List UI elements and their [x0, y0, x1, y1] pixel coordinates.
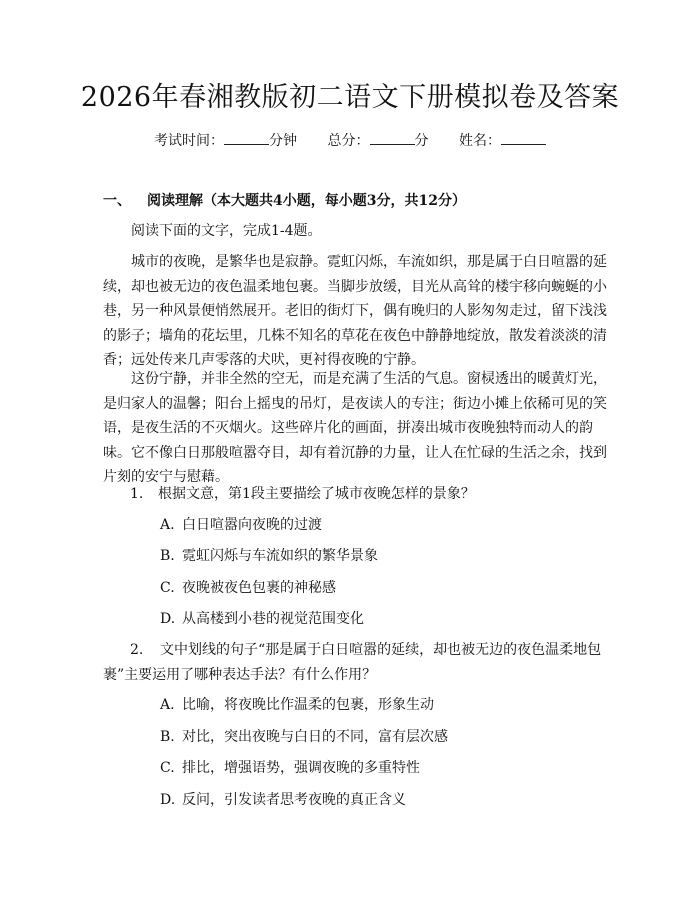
option-text: 排比，增强语势，强调夜晚的多重特性: [182, 760, 420, 776]
passage-line: 是归家人的温馨；阳台上摇曳的吊灯，是夜读人的专注；街边小摊上依稀可见的笑: [103, 395, 607, 412]
passage-line: 片刻的安宁与慰藉。: [103, 469, 229, 485]
exam-time-label: 考试时间：: [154, 133, 225, 149]
page-title: 2026年春湘教版初二语文下册模拟卷及答案: [80, 82, 620, 113]
total-score-blank: [370, 129, 415, 145]
option-letter: C.: [160, 580, 175, 596]
name-label: 姓名：: [458, 133, 501, 149]
question-2: [103, 638, 600, 687]
question-2-option-d: [160, 789, 406, 811]
option-letter: B.: [160, 729, 175, 745]
instruction-line: 阅读下面的文字，完成1-4题。: [131, 223, 322, 239]
option-text: 对比，突出夜晚与白日的不同，富有层次感: [182, 729, 448, 745]
passage-paragraph-1: [103, 250, 607, 373]
question-line: 裹”主要运用了哪种表达手法？有什么作用？: [103, 666, 377, 683]
total-score-field: [328, 128, 429, 154]
exam-time-unit: 分钟: [269, 133, 298, 149]
option-letter: B.: [160, 548, 175, 564]
option-text: 比喻，将夜晚比作温柔的包裹，形象生动: [182, 697, 434, 713]
section-number: 一、: [103, 193, 131, 209]
exam-info-row: [0, 128, 700, 154]
name-blank: [501, 129, 546, 145]
question-2-option-a: [160, 694, 434, 716]
instruction-text: [103, 219, 600, 244]
passage-line: 城市的夜晚，是繁华也是寂静。霓虹闪烁，车流如织，那是属于白日喧嚣的延: [131, 254, 607, 270]
passage-line: 的影子；墙角的花坛里，几株不知名的草花在夜色中静静地绽放，散发着淡淡的清: [103, 327, 607, 344]
question-1-option-b: [160, 545, 378, 567]
option-letter: D.: [160, 792, 176, 808]
exam-time-blank: [224, 129, 269, 145]
question-text: 文中划线的句子“那是属于白日喧嚣的延续，却也被无边的夜色温柔地包: [160, 642, 602, 658]
passage-line: 续，却也被无边的夜色温柔地包裹。当脚步放缓，目光从高耸的楼宇移向蜿蜒的小: [103, 278, 607, 295]
question-number: 1.: [130, 486, 144, 502]
question-2-option-c: [160, 757, 420, 779]
option-text: 霓虹闪烁与车流如织的繁华景象: [182, 548, 378, 564]
name-field: [459, 128, 546, 154]
question-1-option-d: [160, 608, 364, 630]
passage-line: 这份宁静，并非全然的空无，而是充满了生活的气息。窗棂透出的暖黄灯光，: [131, 371, 607, 387]
total-score-unit: 分: [414, 133, 429, 149]
passage-line: 香；远处传来几声零落的犬吠，更衬得夜晚的宁静。: [103, 352, 425, 368]
exam-time-field: [154, 128, 297, 154]
option-text: 白日喧嚣向夜晚的过渡: [182, 517, 322, 533]
passage-line: 巷，另一种风景便悄然展开。老旧的街灯下，偶有晚归的人影匆匆走过，留下浅浅: [103, 303, 607, 319]
option-letter: A.: [160, 697, 175, 713]
option-letter: A.: [160, 517, 175, 533]
passage-line: 语，是夜生活的不灭烟火。这些碎片化的画面，拼凑出城市夜晚独特而动人的韵: [103, 420, 593, 436]
option-text: 夜晚被夜色包裹的神秘感: [182, 580, 336, 596]
total-score-label: 总分：: [327, 133, 370, 149]
question-1-option-a: [160, 514, 322, 536]
option-letter: C.: [160, 760, 175, 776]
section-heading: [103, 190, 466, 212]
option-text: 反问，引发读者思考夜晚的真正含义: [182, 792, 406, 808]
section-title: 阅读理解（本大题共4小题，每小题3分，共12分）: [147, 193, 466, 209]
question-1: [130, 482, 475, 507]
question-text: 根据文意，第1段主要描绘了城市夜晚怎样的景象？: [158, 486, 475, 502]
option-text: 从高楼到小巷的视觉范围变化: [182, 611, 364, 627]
option-letter: D.: [160, 611, 176, 627]
question-number: 2.: [130, 642, 144, 658]
question-1-option-c: [160, 577, 336, 599]
question-2-option-b: [160, 726, 448, 748]
passage-line: 味。它不像白日那般喧嚣夺目，却有着沉静的力量，让人在忙碌的生活之余，找到: [103, 444, 607, 461]
passage-paragraph-2: [103, 367, 607, 490]
question-line: [103, 638, 600, 663]
